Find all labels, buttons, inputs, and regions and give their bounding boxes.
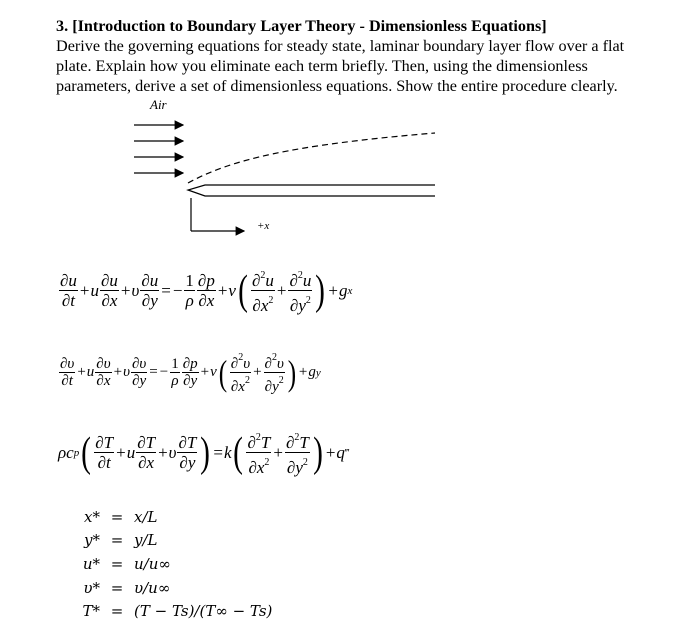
definition-row — [58, 599, 272, 623]
definition-equals: = — [110, 554, 124, 573]
problem-body: Derive the governing equations for steady state, laminar boundary layer flow over a flat plate. Explain how you eliminate each term briefly. Then, using the dimensionless parameters, derive a set of dimensionless equations. Show the entire procedure clearly. — [56, 37, 625, 95]
problem-title: 3. [Introduction to Boundary Layer Theory - Dimensionless Equations] — [56, 17, 547, 35]
definition-rhs: x/L — [134, 507, 158, 526]
definition-lhs: y* — [84, 531, 100, 550]
definition-rhs: u/u∞ — [134, 554, 171, 573]
definition-lhs: x* — [84, 507, 100, 526]
dimensionless-parameters — [58, 505, 272, 623]
free-stream-arrows — [134, 125, 183, 173]
definition-rhs: (T − Ts)/(T∞ − Ts) — [134, 602, 273, 621]
flat-plate — [188, 185, 435, 196]
definition-lhs: u* — [82, 554, 100, 573]
definition-equals: = — [110, 531, 124, 550]
definition-row — [58, 576, 272, 600]
definition-equals: = — [110, 507, 124, 526]
energy-equation: ρc p ( $\frac{\partial T}{\partial t}$ + u $\frac{\partial T}{\partial x}$ + υ $\frac{\partial T}{\partial y}$ ) = k ( $\frac{\partial^2T}{\partial x^2}$ + $\frac{\partial^2T}{\partial y^2}$ ) + q ‴ — [58, 429, 350, 477]
definition-equals: = — [110, 578, 124, 597]
y-momentum-equation: $\frac{\partial\upsilon}{\partial t}$ + u $\frac{\partial\upsilon}{\partial x}$ + υ $\frac{\partial\upsilon}{\partial y}$ = − $\frac{1}{\rho}$ $\frac{\partial p}{\partial y}$ + ν ( $\frac{\partial^2\upsilon}{\partial x^2}$ + $\frac{\partial^2\upsilon}{\partial y^2}$ ) + g y — [60, 352, 321, 395]
air-label: Air — [150, 97, 167, 112]
definition-equals: = — [110, 602, 124, 621]
definition-lhs: υ* — [83, 578, 100, 597]
x-axis-label: +x — [257, 220, 270, 232]
definition-lhs: T* — [82, 602, 100, 621]
definition-rhs: y/L — [134, 531, 158, 550]
x-momentum-equation: $\frac{\partial u}{\partial t}$ + u $\frac{\partial u}{\partial x}$ + υ $\frac{\partial u}{\partial y}$ = − $\frac{1}{\rho}$ $\frac{\partial p}{\partial x}$ + ν ( $\frac{\partial^2u}{\partial x^2}$ + $\frac{\partial^2u}{\partial y^2}$ ) + g x — [60, 267, 353, 315]
boundary-layer-edge — [188, 133, 435, 183]
definition-row — [58, 529, 272, 553]
definition-row — [58, 505, 272, 529]
definition-row — [58, 552, 272, 576]
definition-rhs: υ/u∞ — [134, 578, 171, 597]
